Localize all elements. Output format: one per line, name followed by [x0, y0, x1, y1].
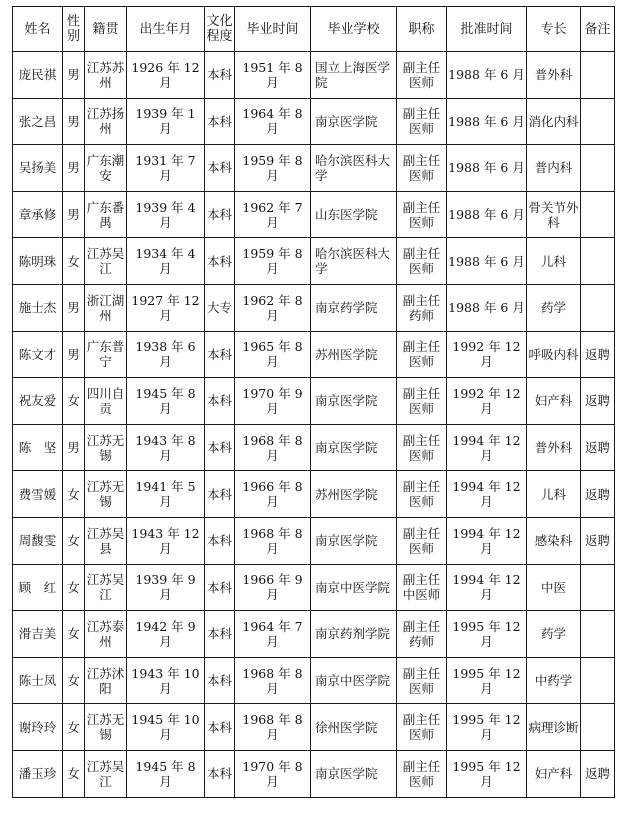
cell-education: 本科	[205, 424, 235, 471]
cell-title: 副主任药师	[397, 611, 447, 658]
cell-gender: 女	[63, 564, 85, 611]
cell-education: 本科	[205, 750, 235, 797]
cell-graduation: 1970 年 8 月	[235, 750, 311, 797]
cell-origin: 江苏吴县	[85, 517, 127, 564]
header-birth: 出生年月	[127, 7, 205, 52]
cell-name: 谢玲玲	[13, 704, 63, 751]
cell-name: 滑吉美	[13, 611, 63, 658]
cell-education: 大专	[205, 284, 235, 331]
cell-approval: 1988 年 6 月	[447, 145, 527, 192]
cell-specialty: 妇产科	[527, 750, 581, 797]
cell-birth: 1941 年 5 月	[127, 471, 205, 518]
cell-school: 南京药学院	[311, 284, 397, 331]
cell-remarks	[581, 657, 615, 704]
cell-remarks	[581, 704, 615, 751]
cell-graduation: 1962 年 8 月	[235, 284, 311, 331]
cell-school: 苏州医学院	[311, 471, 397, 518]
cell-origin: 江苏吴江	[85, 750, 127, 797]
cell-origin: 广东普宁	[85, 331, 127, 378]
header-specialty: 专长	[527, 7, 581, 52]
cell-birth: 1945 年 10 月	[127, 704, 205, 751]
header-approval: 批准时间	[447, 7, 527, 52]
cell-origin: 江苏吴江	[85, 564, 127, 611]
cell-graduation: 1966 年 9 月	[235, 564, 311, 611]
cell-remarks: 返聘	[581, 331, 615, 378]
cell-title: 副主任医师	[397, 517, 447, 564]
cell-graduation: 1966 年 8 月	[235, 471, 311, 518]
cell-graduation: 1968 年 8 月	[235, 517, 311, 564]
cell-gender: 女	[63, 517, 85, 564]
cell-title: 副主任医师	[397, 704, 447, 751]
cell-title: 副主任医师	[397, 52, 447, 99]
cell-approval: 1988 年 6 月	[447, 238, 527, 285]
cell-name: 顾 红	[13, 564, 63, 611]
cell-remarks	[581, 564, 615, 611]
cell-school: 哈尔滨医科大学	[311, 238, 397, 285]
cell-approval: 1992 年 12 月	[447, 378, 527, 425]
cell-graduation: 1968 年 8 月	[235, 424, 311, 471]
cell-name: 陈士凤	[13, 657, 63, 704]
cell-gender: 男	[63, 284, 85, 331]
staff-table-container	[12, 6, 615, 798]
table-row	[13, 424, 615, 471]
cell-remarks	[581, 611, 615, 658]
cell-school: 南京医学院	[311, 750, 397, 797]
cell-name: 祝友爱	[13, 378, 63, 425]
cell-school: 国立上海医学院	[311, 52, 397, 99]
cell-specialty: 儿科	[527, 238, 581, 285]
cell-approval: 1995 年 12 月	[447, 750, 527, 797]
cell-specialty: 感染科	[527, 517, 581, 564]
cell-school: 南京中医学院	[311, 657, 397, 704]
cell-specialty: 普外科	[527, 52, 581, 99]
header-gender: 性别	[63, 7, 85, 52]
cell-name: 章承修	[13, 191, 63, 238]
cell-birth: 1939 年 9 月	[127, 564, 205, 611]
cell-school: 徐州医学院	[311, 704, 397, 751]
cell-origin: 江苏无锡	[85, 704, 127, 751]
cell-specialty: 药学	[527, 611, 581, 658]
cell-graduation: 1970 年 9 月	[235, 378, 311, 425]
cell-gender: 女	[63, 704, 85, 751]
cell-birth: 1945 年 8 月	[127, 750, 205, 797]
cell-school: 南京医学院	[311, 424, 397, 471]
cell-gender: 男	[63, 145, 85, 192]
cell-title: 副主任药师	[397, 284, 447, 331]
cell-graduation: 1962 年 7 月	[235, 191, 311, 238]
cell-education: 本科	[205, 52, 235, 99]
cell-name: 张之昌	[13, 98, 63, 145]
table-row	[13, 657, 615, 704]
cell-name: 吴扬美	[13, 145, 63, 192]
cell-remarks: 返聘	[581, 517, 615, 564]
cell-birth: 1934 年 4 月	[127, 238, 205, 285]
table-row	[13, 750, 615, 797]
cell-remarks	[581, 145, 615, 192]
header-origin: 籍贯	[85, 7, 127, 52]
cell-name: 潘玉珍	[13, 750, 63, 797]
table-row	[13, 191, 615, 238]
cell-education: 本科	[205, 564, 235, 611]
cell-title: 副主任医师	[397, 657, 447, 704]
cell-gender: 女	[63, 238, 85, 285]
cell-education: 本科	[205, 657, 235, 704]
cell-approval: 1995 年 12 月	[447, 704, 527, 751]
table-row	[13, 331, 615, 378]
cell-gender: 女	[63, 378, 85, 425]
cell-remarks: 返聘	[581, 750, 615, 797]
cell-remarks: 返聘	[581, 424, 615, 471]
cell-gender: 女	[63, 471, 85, 518]
cell-graduation: 1968 年 8 月	[235, 704, 311, 751]
cell-title: 副主任中医师	[397, 564, 447, 611]
cell-title: 副主任医师	[397, 331, 447, 378]
table-row	[13, 517, 615, 564]
cell-remarks: 返聘	[581, 378, 615, 425]
cell-gender: 女	[63, 657, 85, 704]
cell-specialty: 骨关节外科	[527, 191, 581, 238]
cell-title: 副主任医师	[397, 750, 447, 797]
table-body	[13, 52, 615, 798]
cell-birth: 1931 年 7 月	[127, 145, 205, 192]
cell-school: 南京药剂学院	[311, 611, 397, 658]
cell-title: 副主任医师	[397, 238, 447, 285]
cell-approval: 1994 年 12 月	[447, 424, 527, 471]
table-row	[13, 98, 615, 145]
cell-approval: 1988 年 6 月	[447, 284, 527, 331]
cell-gender: 男	[63, 52, 85, 99]
cell-origin: 浙江湖州	[85, 284, 127, 331]
cell-gender: 男	[63, 191, 85, 238]
cell-title: 副主任医师	[397, 424, 447, 471]
cell-school: 南京中医学院	[311, 564, 397, 611]
cell-origin: 江苏无锡	[85, 471, 127, 518]
cell-remarks: 返聘	[581, 471, 615, 518]
cell-education: 本科	[205, 378, 235, 425]
cell-education: 本科	[205, 331, 235, 378]
cell-birth: 1939 年 4 月	[127, 191, 205, 238]
cell-education: 本科	[205, 611, 235, 658]
cell-approval: 1995 年 12 月	[447, 611, 527, 658]
cell-birth: 1927 年 12 月	[127, 284, 205, 331]
cell-school: 苏州医学院	[311, 331, 397, 378]
cell-school: 南京医学院	[311, 378, 397, 425]
cell-origin: 广东潮安	[85, 145, 127, 192]
cell-approval: 1994 年 12 月	[447, 471, 527, 518]
cell-title: 副主任医师	[397, 471, 447, 518]
cell-remarks	[581, 284, 615, 331]
cell-name: 费雪媛	[13, 471, 63, 518]
cell-origin: 四川自贡	[85, 378, 127, 425]
header-title: 职称	[397, 7, 447, 52]
cell-name: 陈明珠	[13, 238, 63, 285]
cell-school: 南京医学院	[311, 98, 397, 145]
cell-birth: 1938 年 6 月	[127, 331, 205, 378]
cell-title: 副主任医师	[397, 191, 447, 238]
cell-graduation: 1959 年 8 月	[235, 145, 311, 192]
cell-specialty: 病理诊断	[527, 704, 581, 751]
staff-roster-table	[12, 6, 615, 798]
cell-graduation: 1964 年 8 月	[235, 98, 311, 145]
cell-name: 陈 坚	[13, 424, 63, 471]
cell-specialty: 呼吸内科	[527, 331, 581, 378]
cell-graduation: 1959 年 8 月	[235, 238, 311, 285]
cell-remarks	[581, 52, 615, 99]
cell-graduation: 1964 年 7 月	[235, 611, 311, 658]
table-row	[13, 52, 615, 99]
table-row	[13, 471, 615, 518]
table-row	[13, 704, 615, 751]
cell-origin: 江苏沭阳	[85, 657, 127, 704]
cell-origin: 江苏泰州	[85, 611, 127, 658]
cell-approval: 1994 年 12 月	[447, 564, 527, 611]
cell-approval: 1992 年 12 月	[447, 331, 527, 378]
table-row	[13, 564, 615, 611]
cell-origin: 江苏吴江	[85, 238, 127, 285]
header-name: 姓名	[13, 7, 63, 52]
cell-name: 施士杰	[13, 284, 63, 331]
cell-remarks	[581, 98, 615, 145]
table-header-row	[13, 7, 615, 52]
cell-origin: 江苏扬州	[85, 98, 127, 145]
header-school: 毕业学校	[311, 7, 397, 52]
cell-title: 副主任医师	[397, 98, 447, 145]
table-row	[13, 378, 615, 425]
cell-education: 本科	[205, 704, 235, 751]
cell-name: 周馥雯	[13, 517, 63, 564]
cell-specialty: 普外科	[527, 424, 581, 471]
cell-origin: 江苏苏州	[85, 52, 127, 99]
cell-school: 哈尔滨医科大学	[311, 145, 397, 192]
cell-gender: 男	[63, 331, 85, 378]
cell-birth: 1943 年 12 月	[127, 517, 205, 564]
cell-education: 本科	[205, 145, 235, 192]
cell-origin: 广东番禺	[85, 191, 127, 238]
cell-specialty: 消化内科	[527, 98, 581, 145]
cell-specialty: 普内科	[527, 145, 581, 192]
cell-specialty: 药学	[527, 284, 581, 331]
cell-gender: 女	[63, 611, 85, 658]
cell-birth: 1943 年 10 月	[127, 657, 205, 704]
header-education: 文化程度	[205, 7, 235, 52]
cell-birth: 1945 年 8 月	[127, 378, 205, 425]
cell-graduation: 1965 年 8 月	[235, 331, 311, 378]
cell-specialty: 中医	[527, 564, 581, 611]
cell-remarks	[581, 191, 615, 238]
cell-education: 本科	[205, 191, 235, 238]
cell-origin: 江苏无锡	[85, 424, 127, 471]
cell-education: 本科	[205, 238, 235, 285]
cell-remarks	[581, 238, 615, 285]
cell-school: 南京医学院	[311, 517, 397, 564]
cell-title: 副主任医师	[397, 378, 447, 425]
cell-approval: 1988 年 6 月	[447, 98, 527, 145]
cell-name: 庞民祺	[13, 52, 63, 99]
cell-birth: 1942 年 9 月	[127, 611, 205, 658]
table-row	[13, 284, 615, 331]
cell-title: 副主任医师	[397, 145, 447, 192]
header-remarks: 备注	[581, 7, 615, 52]
cell-birth: 1926 年 12 月	[127, 52, 205, 99]
table-row	[13, 145, 615, 192]
cell-graduation: 1968 年 8 月	[235, 657, 311, 704]
cell-school: 山东医学院	[311, 191, 397, 238]
cell-graduation: 1951 年 8 月	[235, 52, 311, 99]
header-graduation: 毕业时间	[235, 7, 311, 52]
cell-approval: 1994 年 12 月	[447, 517, 527, 564]
cell-specialty: 中药学	[527, 657, 581, 704]
cell-approval: 1988 年 6 月	[447, 191, 527, 238]
cell-gender: 男	[63, 424, 85, 471]
cell-education: 本科	[205, 517, 235, 564]
cell-name: 陈文才	[13, 331, 63, 378]
cell-education: 本科	[205, 471, 235, 518]
table-row	[13, 238, 615, 285]
table-row	[13, 611, 615, 658]
cell-gender: 女	[63, 750, 85, 797]
cell-birth: 1939 年 1 月	[127, 98, 205, 145]
cell-birth: 1943 年 8 月	[127, 424, 205, 471]
cell-gender: 男	[63, 98, 85, 145]
cell-specialty: 儿科	[527, 471, 581, 518]
cell-specialty: 妇产科	[527, 378, 581, 425]
cell-education: 本科	[205, 98, 235, 145]
cell-approval: 1988 年 6 月	[447, 52, 527, 99]
cell-approval: 1995 年 12 月	[447, 657, 527, 704]
